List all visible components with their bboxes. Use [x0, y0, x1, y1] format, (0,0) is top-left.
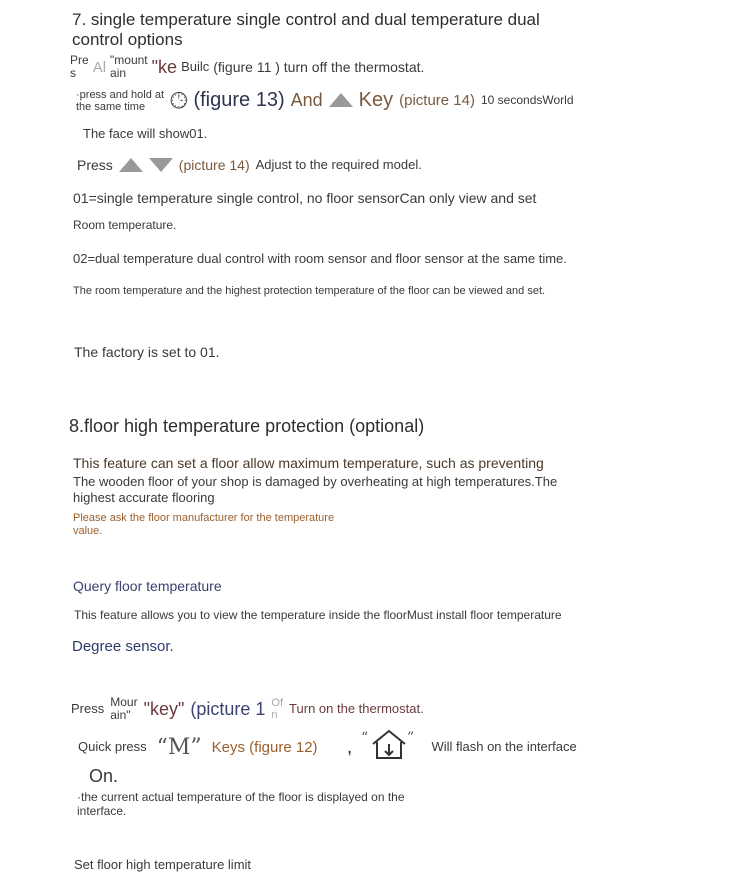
fragment: , — [347, 739, 352, 756]
fragment-stack — [110, 696, 137, 722]
fragment: ain — [110, 66, 127, 81]
fragment: Press — [77, 157, 113, 174]
mode-02-text-cont: The room temperature and the highest protection temperature of the floor can be viewed and set. — [73, 285, 546, 297]
paragraph: interface. — [77, 804, 127, 818]
instruction-text: The face will show01. — [83, 126, 208, 141]
m-key-label: “M” — [156, 735, 202, 761]
subheading: Set floor high temperature limit — [74, 857, 252, 872]
fragment: Builc — [181, 58, 210, 74]
instruction-text: Turn on the thermostat. — [289, 700, 424, 716]
note: Please ask the floor manufacturer for the temperature — [73, 512, 335, 524]
fragment: On. — [89, 766, 119, 786]
fragment: And — [290, 90, 323, 111]
fragment: 10 secondsWorld — [481, 92, 574, 107]
quick-press-line — [78, 728, 577, 767]
instruction-text: Adjust to the required model. — [255, 156, 422, 172]
fragment: n — [271, 709, 278, 722]
paragraph: highest accurate flooring — [73, 490, 215, 505]
fragment: "mount — [110, 53, 148, 67]
figure-ref: (picture 14) — [178, 157, 250, 174]
fragment: Al — [92, 58, 107, 76]
up-arrow-icon — [329, 91, 353, 109]
mode-02-text: 02=dual temperature dual control with room sensor and floor sensor at the same time. — [73, 251, 567, 266]
instruction-text: Will flash on the interface — [431, 739, 577, 755]
press-line — [71, 696, 424, 722]
instruction-line-4 — [77, 156, 422, 174]
fragment: ain" — [110, 708, 131, 723]
instruction-line-1 — [70, 54, 424, 80]
note: value. — [73, 525, 103, 537]
svg-text:”: ” — [407, 730, 415, 746]
fragment: Pre — [70, 53, 89, 67]
section7-title-line1: 7. single temperature single control and dual temperature dual — [72, 10, 540, 29]
fragment: Mour — [110, 695, 138, 709]
down-arrow-icon — [149, 156, 173, 174]
fragment: Quick press — [78, 739, 147, 755]
fragment-stack — [76, 89, 164, 113]
fragment-stack — [271, 697, 283, 721]
fragment: the same time — [76, 100, 146, 113]
key-label: "ke — [151, 56, 178, 77]
instruction-text: (figure 11 ) turn off the thermostat. — [213, 59, 425, 76]
section8-title: 8.floor high temperature protection (optional) — [69, 416, 425, 436]
paragraph: This feature can set a floor allow maximum temperature, such as preventing — [73, 455, 544, 471]
key-label: "key" — [143, 698, 185, 719]
instruction-line-2 — [76, 88, 574, 113]
paragraph: This feature allows you to view the temperature inside the floorMust install floor temperature — [74, 608, 562, 622]
paragraph: ·the current actual temperature of the floor is displayed on the — [77, 790, 405, 804]
fragment: s — [70, 66, 76, 81]
fragment: ·press and hold at — [76, 88, 165, 101]
figure-ref: Keys (figure 12) — [211, 739, 318, 757]
fragment: Key — [358, 89, 394, 112]
figure-ref: (figure 13) — [193, 89, 285, 112]
fragment: Press — [71, 700, 105, 716]
figure-ref: (picture 1 — [190, 698, 266, 719]
clock-key-icon: 🕒︎ — [170, 88, 188, 113]
subheading: Query floor temperature — [73, 578, 222, 594]
figure-ref: (picture 14) — [399, 92, 475, 110]
section7-title-line2: control options — [72, 30, 183, 49]
mode-01-text: 01=single temperature single control, no floor sensorCan only view and set — [73, 190, 537, 206]
fragment-stack — [110, 54, 148, 80]
paragraph: Degree sensor. — [72, 638, 174, 655]
floor-heating-house-icon — [361, 728, 421, 767]
svg-text:“: “ — [361, 730, 369, 746]
fragment-stack — [70, 54, 89, 80]
paragraph: The wooden floor of your shop is damaged by overheating at high temperatures.The — [73, 474, 558, 489]
factory-setting-text: The factory is set to 01. — [74, 344, 220, 360]
fragment: Of — [271, 697, 284, 710]
up-arrow-icon — [119, 156, 143, 174]
mode-01-text-cont: Room temperature. — [73, 218, 177, 232]
